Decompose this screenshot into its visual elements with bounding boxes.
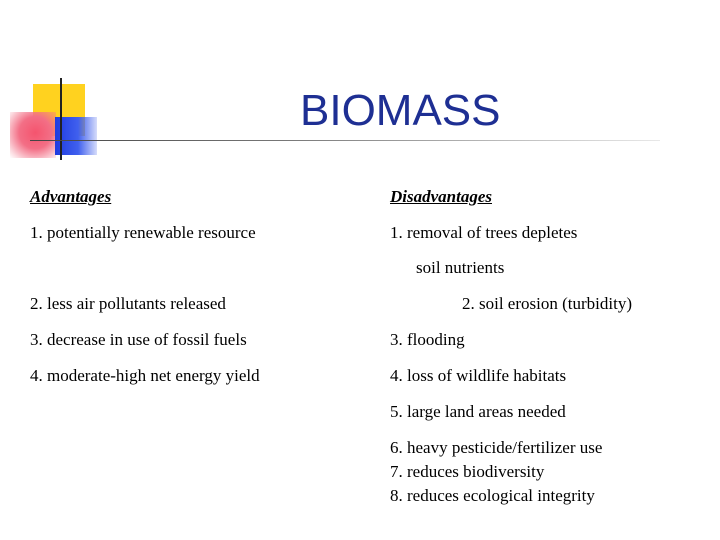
disadvantage-item: 3. flooding [390, 330, 465, 349]
advantages-header: Advantages [30, 187, 112, 206]
disadvantage-item: 6. heavy pesticide/fertilizer use [390, 438, 603, 457]
disadvantage-item: 4. loss of wildlife habitats [390, 366, 567, 385]
decor-red-square [10, 112, 56, 158]
title-underline [30, 140, 660, 141]
advantage-item: 3. decrease in use of fossil fuels [30, 330, 247, 349]
disadvantages-header: Disadvantages [390, 187, 492, 206]
disadvantage-item: 8. reduces ecological integrity [390, 486, 595, 505]
disadvantage-item: 7. reduces biodiversity [390, 462, 545, 481]
disadvantage-item: 2. soil erosion (turbidity) [462, 294, 632, 313]
decor-vertical-line [60, 78, 62, 160]
advantage-item: 2. less air pollutants released [30, 294, 226, 313]
slide-title: BIOMASS [300, 86, 501, 135]
disadvantage-item: 1. removal of trees depletes [390, 223, 578, 242]
advantage-item: 1. potentially renewable resource [30, 223, 256, 242]
disadvantage-item: 5. large land areas needed [390, 402, 566, 421]
advantage-item: 4. moderate-high net energy yield [30, 366, 260, 385]
disadvantage-item-continuation: soil nutrients [416, 258, 505, 277]
